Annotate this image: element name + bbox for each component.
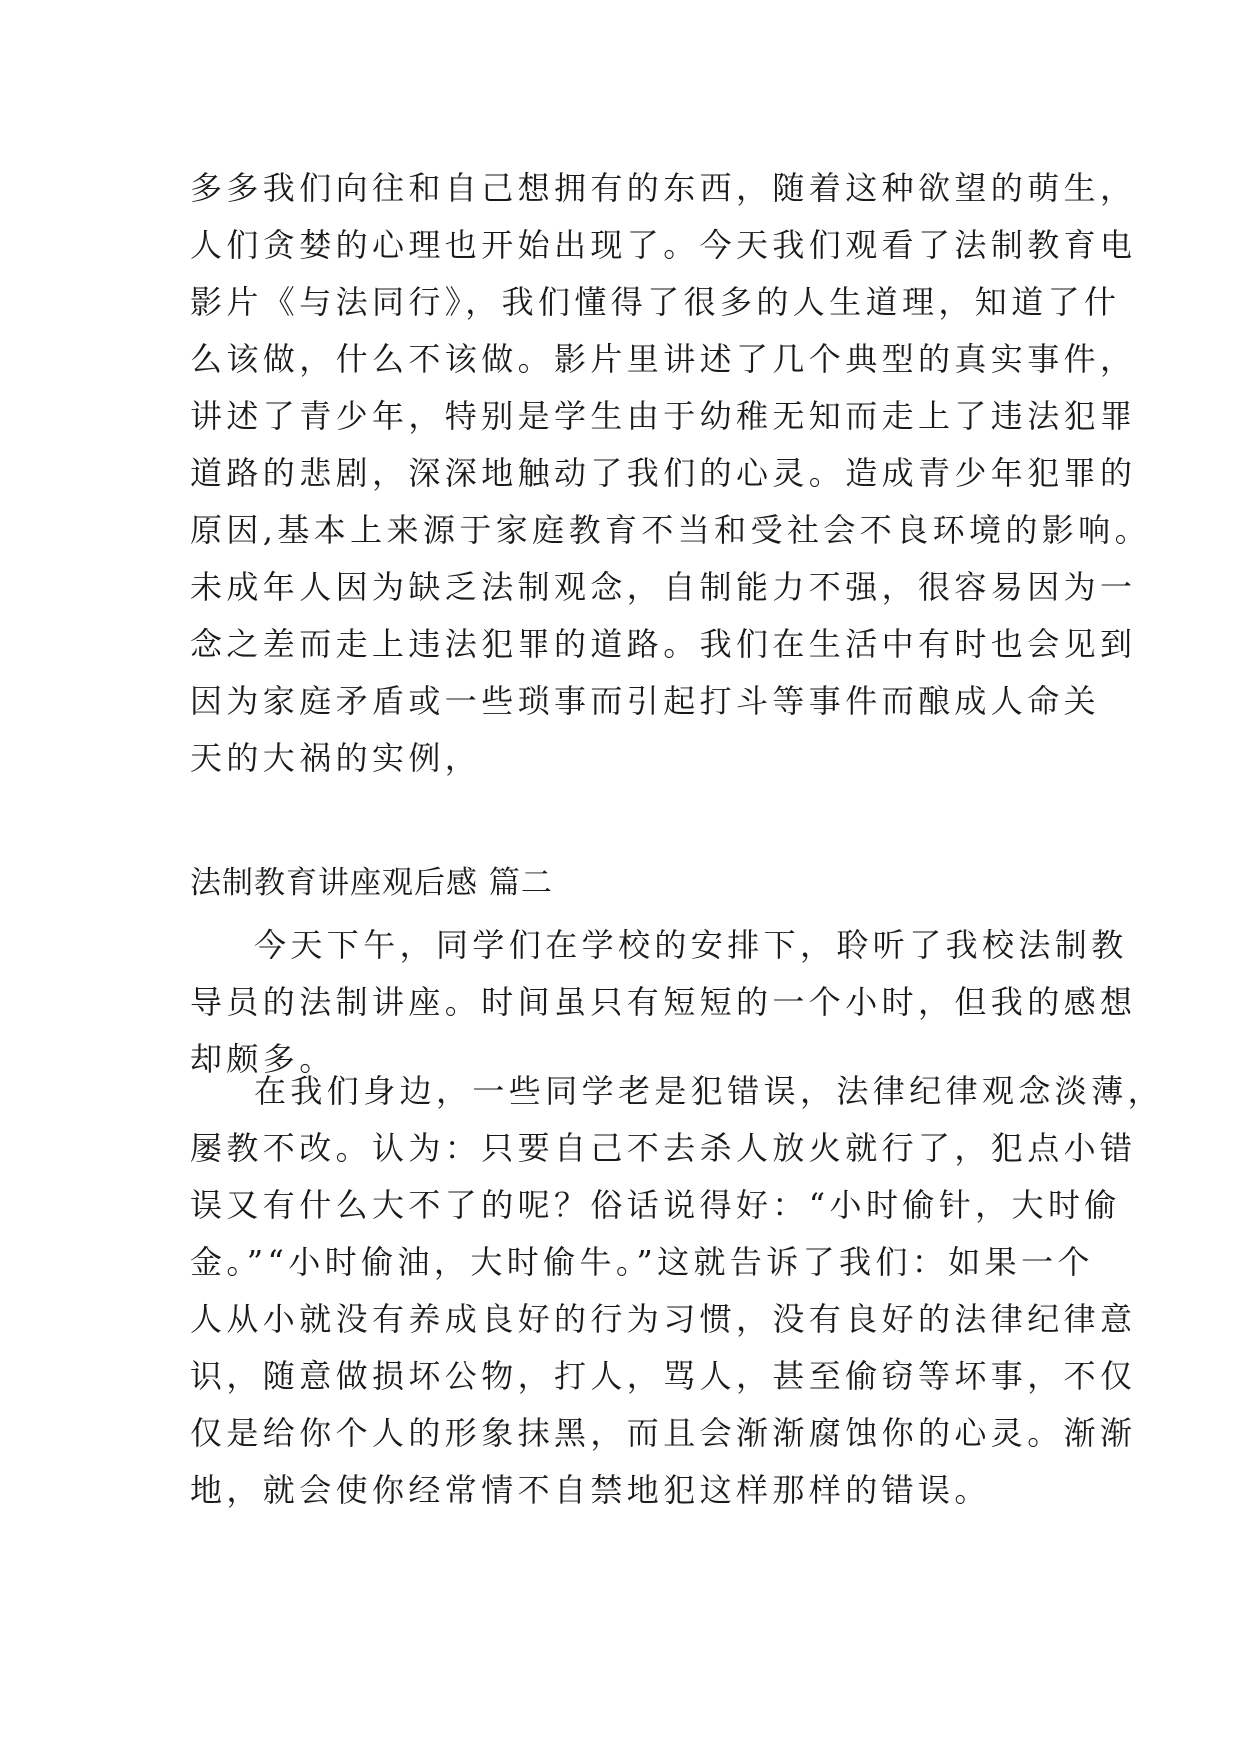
text-line: 却颇多。 [190, 1040, 336, 1078]
text-line: 屡教不改。认为：只要自己不去杀人放火就行了，犯点小错 [190, 1129, 1137, 1167]
text-line: 人从小就没有养成良好的行为习惯，没有良好的法律纪律意 [190, 1300, 1137, 1338]
text-line: 天的大祸的实例， [190, 739, 482, 777]
paragraph-3 [190, 1063, 1165, 1519]
text-line: 么该做，什么不该做。影片里讲述了几个典型的真实事件， [190, 340, 1137, 378]
text-line: 念之差而走上违法犯罪的道路。我们在生活中有时也会见到 [190, 625, 1137, 663]
text-line: 今天下午，同学们在学校的安排下，聆听了我校法制教 [254, 926, 1128, 964]
text-line: 金。”“小时偷油，大时偷牛。”这就告诉了我们：如果一个 [190, 1243, 1094, 1281]
text-line: 识，随意做损坏公物，打人，骂人，甚至偷窃等坏事，不仅 [190, 1357, 1137, 1395]
text-line: 原因,基本上来源于家庭教育不当和受社会不良环境的影响。 [190, 511, 1151, 549]
paragraph-continued [190, 160, 1151, 787]
section-heading: 法制教育讲座观后感 篇二 [190, 865, 553, 901]
text-line: 因为家庭矛盾或一些琐事而引起打斗等事件而酿成人命关 [190, 682, 1101, 720]
text-line: 在我们身边，一些同学老是犯错误，法律纪律观念淡薄， [254, 1072, 1165, 1110]
text-line: 误又有什么大不了的呢？俗话说得好：“小时偷针，大时偷 [190, 1186, 1121, 1224]
text-line: 导员的法制讲座。时间虽只有短短的一个小时，但我的感想 [190, 983, 1137, 1021]
text-line: 未成年人因为缺乏法制观念，自制能力不强，很容易因为一 [190, 568, 1137, 606]
text-line: 仅是给你个人的形象抹黑，而且会渐渐腐蚀你的心灵。渐渐 [190, 1414, 1137, 1452]
text-line: 讲述了青少年，特别是学生由于幼稚无知而走上了违法犯罪 [190, 397, 1137, 435]
text-line: 地，就会使你经常情不自禁地犯这样那样的错误。 [190, 1471, 991, 1509]
text-line: 多多我们向往和自己想拥有的东西，随着这种欲望的萌生， [190, 169, 1137, 207]
text-line: 人们贪婪的心理也开始出现了。今天我们观看了法制教育电 [190, 226, 1137, 264]
text-line: 影片《与法同行》，我们懂得了很多的人生道理，知道了什 [190, 283, 1121, 321]
text-line: 道路的悲剧，深深地触动了我们的心灵。造成青少年犯罪的 [190, 454, 1137, 492]
